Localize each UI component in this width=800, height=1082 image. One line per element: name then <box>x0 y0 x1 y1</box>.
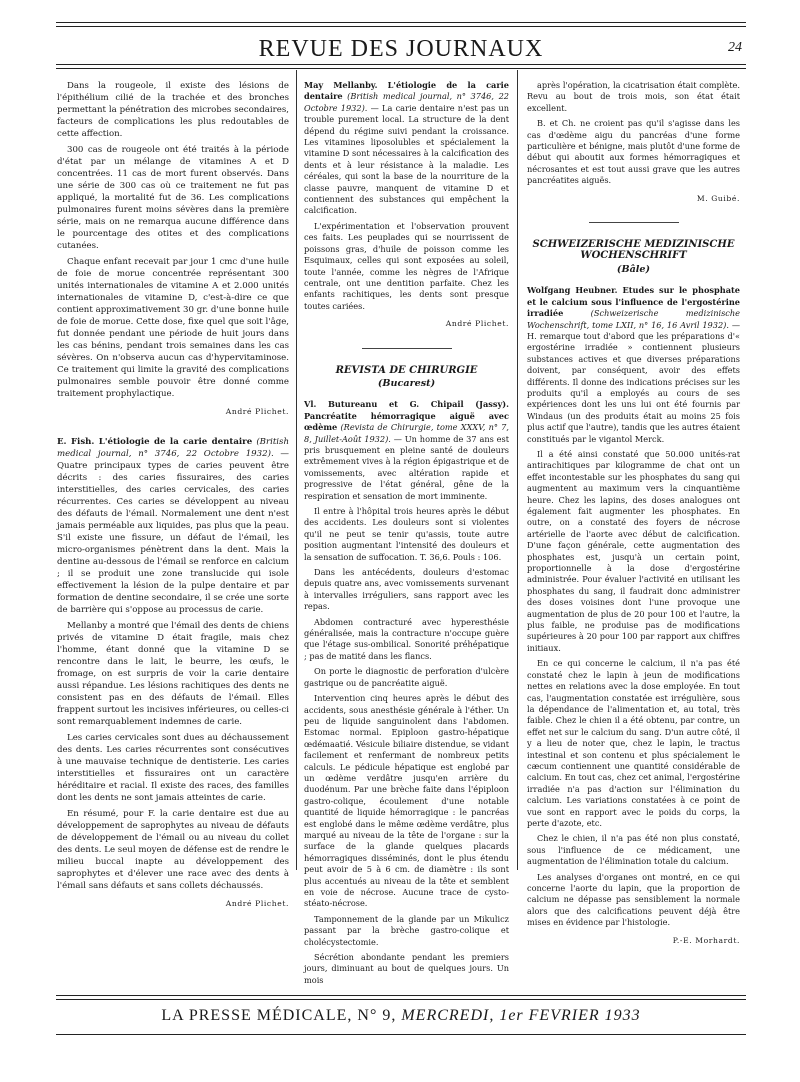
journal-title: REVISTA DE CHIRURGIE <box>335 364 478 376</box>
column-left <box>57 80 289 928</box>
paragraph: Intervention cinq heures après le début des accidents, sous anesthésie générale à l'éther. Un peu de liquide sanguinolent dans l'abdomen. Estomac normal. Epiploon gastro-hépatique œdémaatié. Vésicule biliaire distendue, se vidant facilement et renfermant de nombreux petits calculs. Le pédicule hépatique est englobé par un œdème verdâtre jusqu'en arrière du duodénum. Par une brèche faite dans l'épiploon gastro-colique, écoulement d'une notable quantité de liquide hémorragique : le pancréas est englobé dans le même œdème verdâtre, plus marqué au niveau de la tête de l'organe : sur la surface de la glande quelques placards hémorragiques disséminés, dont le plus étendu peut avoir de 5 à 6 cm. de diamètre : ils sont plus accentués au niveau de la tête et semblent en voie de nécrose. Aucune trace de cysto-stéato-nécrose. <box>304 693 509 909</box>
journal-city: (Bucarest) <box>377 377 436 389</box>
article-lead: May Mellanby. L'étiologie de la carie dentaire <box>304 80 509 102</box>
author-signature: André Plichet. <box>225 407 289 416</box>
paragraph: En ce qui concerne le calcium, il n'a pas été constaté chez le lapin à jeun de modifications nettes en relations avec la dose employée. En tout cas, l'augmentation constatée est irrégulière, sous la dépendance de l'alimentation et, au total, très faible. Chez le chien il a été obtenu, par contre, un effet net sur le calcium du sang. D'un autre côté, il y a lieu de noter que, chez le lapin, le tractus intestinal et son contenu et plus spécialement le cæcum contiennent une quantité considérable de calcium. En tout cas, chez cet animal, l'ergostérine irradiée n'a pas d'action sur l'élimination du calcium. Les variations constatées à ce point de vue sont en rapport avec le poids du corps, la perte d'azote, etc. <box>527 658 740 828</box>
paragraph: En résumé, pour F. la carie dentaire est due au développement de saprophytes au niveau de défauts de développement de l'émail ou au niveau du collet des dents. Le seul moyen de défense est de rendre le milieu buccal inapte au développement des saprophytes et d'élever une race avec des dents à l'émail sans défauts et sans collets déchaussés. <box>57 809 289 891</box>
paragraph: On porte le diagnostic de perforation d'ulcère gastrique ou de pancréatite aiguë. <box>304 666 509 688</box>
paragraph: Chez le chien, il n'a pas été non plus constaté, sous l'influence de ce médicament, une augmentation de l'élimination totale du calcium. <box>527 833 740 867</box>
page-number: 24 <box>728 40 742 55</box>
article-heading <box>304 399 509 502</box>
article-reference: (Revista de Chirurgie, tome XXXV, n° 7, 8, Juillet-Août 1932). <box>304 422 509 444</box>
paragraph: Mellanby a montré que l'émail des dents de chiens privés de vitamine D était fragile, mais chez l'homme, étant donné que la vitamine D se rencontre dans le lait, le beurre, les œufs, le fromage, on est surpris de voir la carie dentaire aussi répandue. Les lésions rachitiques des dents ne consistent pas en des défauts de l'émail. Elles frappent surtout les incisives inférieures, ou celles-ci sont remarquablement indemnes de carie. <box>57 621 289 727</box>
author-signature: André Plichet. <box>225 899 289 908</box>
footer-rule-2 <box>56 999 746 1000</box>
article-body: — Un homme de 37 ans est pris brusquement en pleine santé de douleurs extrêmement vives à la région épigastrique et de vomissements, avec altération rapide et progressive de l'état général, gêne de la respiration et sensation de mort imminente. <box>304 433 509 501</box>
column-middle <box>304 80 509 990</box>
journal-city: (Bâle) <box>616 263 651 275</box>
article-lead: Vl. Butureanu et G. Chipail (Jassy). Pancréatite hémorragique aiguë avec œdème <box>304 399 509 433</box>
paragraph: Les caries cervicales sont dues au déchaussement des dents. Les caries récurrentes sont consécutives à une mauvaise technique de dentisterie. Les caries interstitielles et fissuraires ont un caractère héréditaire et racial. Il existe des races, des familles dont les dents ne sont jamais atteintes de carie. <box>57 733 289 803</box>
article-reference: (British medical journal, n° 3746, 22 Octobre 1932). <box>57 437 289 459</box>
header-rule-2 <box>56 68 746 69</box>
paragraph: B. et Ch. ne croient pas qu'il s'agisse dans les cas d'œdème aigu du pancréas d'une forme particulière et bénigne, mais plutôt d'une forme de début qui aboutit aux formes hémorragiques et nécrosantes et est tout aussi grave que les autres pancréatites aiguës. <box>527 118 740 186</box>
author-signature: André Plichet. <box>445 319 509 329</box>
section-separator <box>362 348 452 349</box>
article-heading <box>57 436 289 616</box>
journal-title: SCHWEIZERISCHE MEDIZINISCHE WOCHENSCHRIFT <box>532 239 735 262</box>
paragraph: après l'opération, la cicatrisation était complète. Revu au bout de trois mois, son état était excellent. <box>527 80 740 113</box>
article-heading <box>527 285 740 445</box>
header-rule <box>56 64 746 65</box>
paragraph: Dans les antécédents, douleurs d'estomac depuis quatre ans, avec vomissements survenant à intervalles irréguliers, sans rapport avec les repas. <box>304 567 509 612</box>
paragraph: Dans la rougeole, il existe des lésions de l'épithélium cilié de la trachée et des bronches permettant la pénétration des microbes secondaires, facteurs de complications les plus redoutables de cette affection. <box>57 81 289 139</box>
author-signature: M. Guibé. <box>696 193 740 203</box>
top-rule-2 <box>56 26 746 27</box>
footer-rule <box>56 995 746 996</box>
page-footer <box>56 1007 746 1025</box>
paragraph: Sécrétion abondante pendant les premiers jours, diminuant au bout de quelques jours. Un mois <box>304 952 509 985</box>
article-heading <box>304 80 509 217</box>
paragraph: Il a été ainsi constaté que 50.000 unités-rat antirachitiques par kilogramme de chat ont un effet incontestable sur les phosphates du sang qui augmentent au maximum vers la cinquantième heure. Chez les lapins, des doses analogues ont également fait augmenter les phosphates. En outre, on a constaté des foyers de nécrose artérielle de l'aorte avec début de calcification. D'une façon générale, cette augmentation des phosphates est, jusqu'à un certain point, proportionnelle à la dose d'ergostérine administrée. Pour évaluer l'activité en utilisant les phosphates du sang, il faudrait donc administrer des doses voisines dont l'une provoque une augmentation de plus de 20 pour 100 et l'autre, la plus faible, ne produise pas de modifications supérieures à 20 pour 100 par rapport aux chiffres initiaux. <box>527 448 740 653</box>
article-lead: E. Fish. L'étiologie de la carie dentaire <box>57 437 253 447</box>
column-divider-1 <box>296 70 297 870</box>
footer-bottom-rule <box>56 1034 746 1035</box>
page-title: REVUE DES JOURNAUX <box>258 36 544 62</box>
article-body: — La carie dentaire n'est pas un trouble purement local. La structure de la dent dépend du régime suivi pendant la croissance. Les vitamines liposolubles et spécialement la vitamine D sont nécessaires à la calcification des dents et à leur résistance à la maladie. Les céréales, qui sont la base de la nourriture de la classe pauvre, manquent de vitamine D et contiennent des substances qui empêchent la calcification. <box>304 102 509 216</box>
paragraph: Il entre à l'hôpital trois heures après le début des accidents. Les douleurs sont si violentes qu'il ne peut se tenir qu'assis, toute autre position augmentant l'intensité des douleurs et la sensation de suffocation. T. 36,6. Pouls : 106. <box>304 506 509 562</box>
article-reference: (Schweizerische medizinische Wochenschrift, tome LXII, n° 16, 16 Avril 1932). <box>527 308 740 330</box>
paragraph: Chaque enfant recevait par jour 1 cmc d'une huile de foie de morue concentrée représentant 300 unités internationales de vitamine A et 2.000 unités internationales de vitamine D, c'est-à-dire ce que contient approximativement 30 gr. d'une bonne huile de foie de morue. Cette dose, fixe quel que soit l'âge, fut donnée pendant une période de huit jours dans les cas bénins, pendant trois semaines dans les cas sévères. On n'observa aucun cas d'hypervitaminose. Ce traitement qui limite la gravité des complications pulmonaires semble pouvoir être donné comme traitement prophylactique. <box>57 257 290 399</box>
top-rule <box>56 22 746 23</box>
column-divider-2 <box>517 70 518 870</box>
section-separator <box>589 222 679 223</box>
paragraph: L'expérimentation et l'observation prouvent ces faits. Les peuplades qui se nourrissent de poissons gras, d'huile de poisson comme les Esquimaux, celles qui sont exposées au soleil, toute l'année, comme les nègres de l'Afrique centrale, ont une dentition parfaite. Chez les enfants rachitiques, les dents sont presque toutes cariées. <box>304 220 509 311</box>
author-signature: P.-E. Morhardt. <box>672 935 740 945</box>
footer-date: MERCREDI, 1er FEVRIER 1933 <box>401 1007 641 1024</box>
paragraph: Tamponnement de la glande par un Mikulicz passant par la brèche gastro-colique et cholécystectomie. <box>304 913 509 947</box>
article-reference: (British medical journal, n° 3746, 22 Octobre 1932). <box>304 91 509 113</box>
article-lead: Wolfgang Heubner. Etudes sur le phosphate et le calcium sous l'influence de l'ergostérine irradiée <box>527 285 740 319</box>
paragraph: 300 cas de rougeole ont été traités à la période d'état par un mélange de vitamines A et D concentrées. 11 cas de mort furent observés. Dans une série de 300 cas où ce traitement ne fut pas appliqué, la mortalité fut de 36. Les complications pulmonaires furent moins sévères dans la première série, mais on ne remarqua aucune différence dans le pourcentage des otites et des complications cutanées. <box>57 145 289 251</box>
article-body: — H. remarque tout d'abord que les préparations d'« ergostérine irradiée » contiennent plusieurs substances actives et que diverses préparations doivent, par conséquent, avoir des effets différents. Il donne des indications précises sur les produits qu'il a employés au cours de ses expériences dont les uns lui ont été fournis par Windaus (un des produits était au moins 25 fois plus actif que l'autre), tandis que les autres étaient constitués par le vigantol Merck. <box>527 319 740 444</box>
article-body: — Quatre principaux types de caries peuvent être décrits : des caries fissuraires, des caries interstitielles, des caries cervicales, des caries récurrentes. Ces caries se développent au niveau des défauts de l'émail. Normalement une dent n'est jamais perméable aux liquides, pas plus que la peau. S'il existe une fissure, un défaut de l'émail, les micro-organismes pénètrent dans la dent. Mais la dentine au-dessous de l'émail se renforce en calcium ; il se produit une zone translucide qui isole effectivement la lésion de la pulpe dentaire et par formation de dentine secondaire, il se crée une sorte de barrière qui s'oppose au processus de carie. <box>57 449 289 615</box>
paragraph: Abdomen contracturé avec hyperesthésie généralisée, mais la contracture n'occupe guère que l'étage sus-ombilical. Sonorité préhépatique ; pas de matité dans les flancs. <box>304 616 509 661</box>
paragraph: Les analyses d'organes ont montré, en ce qui concerne l'aorte du lapin, que la proportion de calcium ne dépasse pas sensiblement la normale alors que des calcifications peuvent déjà être mises en évidence par l'histologie. <box>527 871 740 928</box>
footer-publication: LA PRESSE MÉDICALE, N° 9, <box>161 1007 397 1024</box>
column-right <box>527 80 740 964</box>
